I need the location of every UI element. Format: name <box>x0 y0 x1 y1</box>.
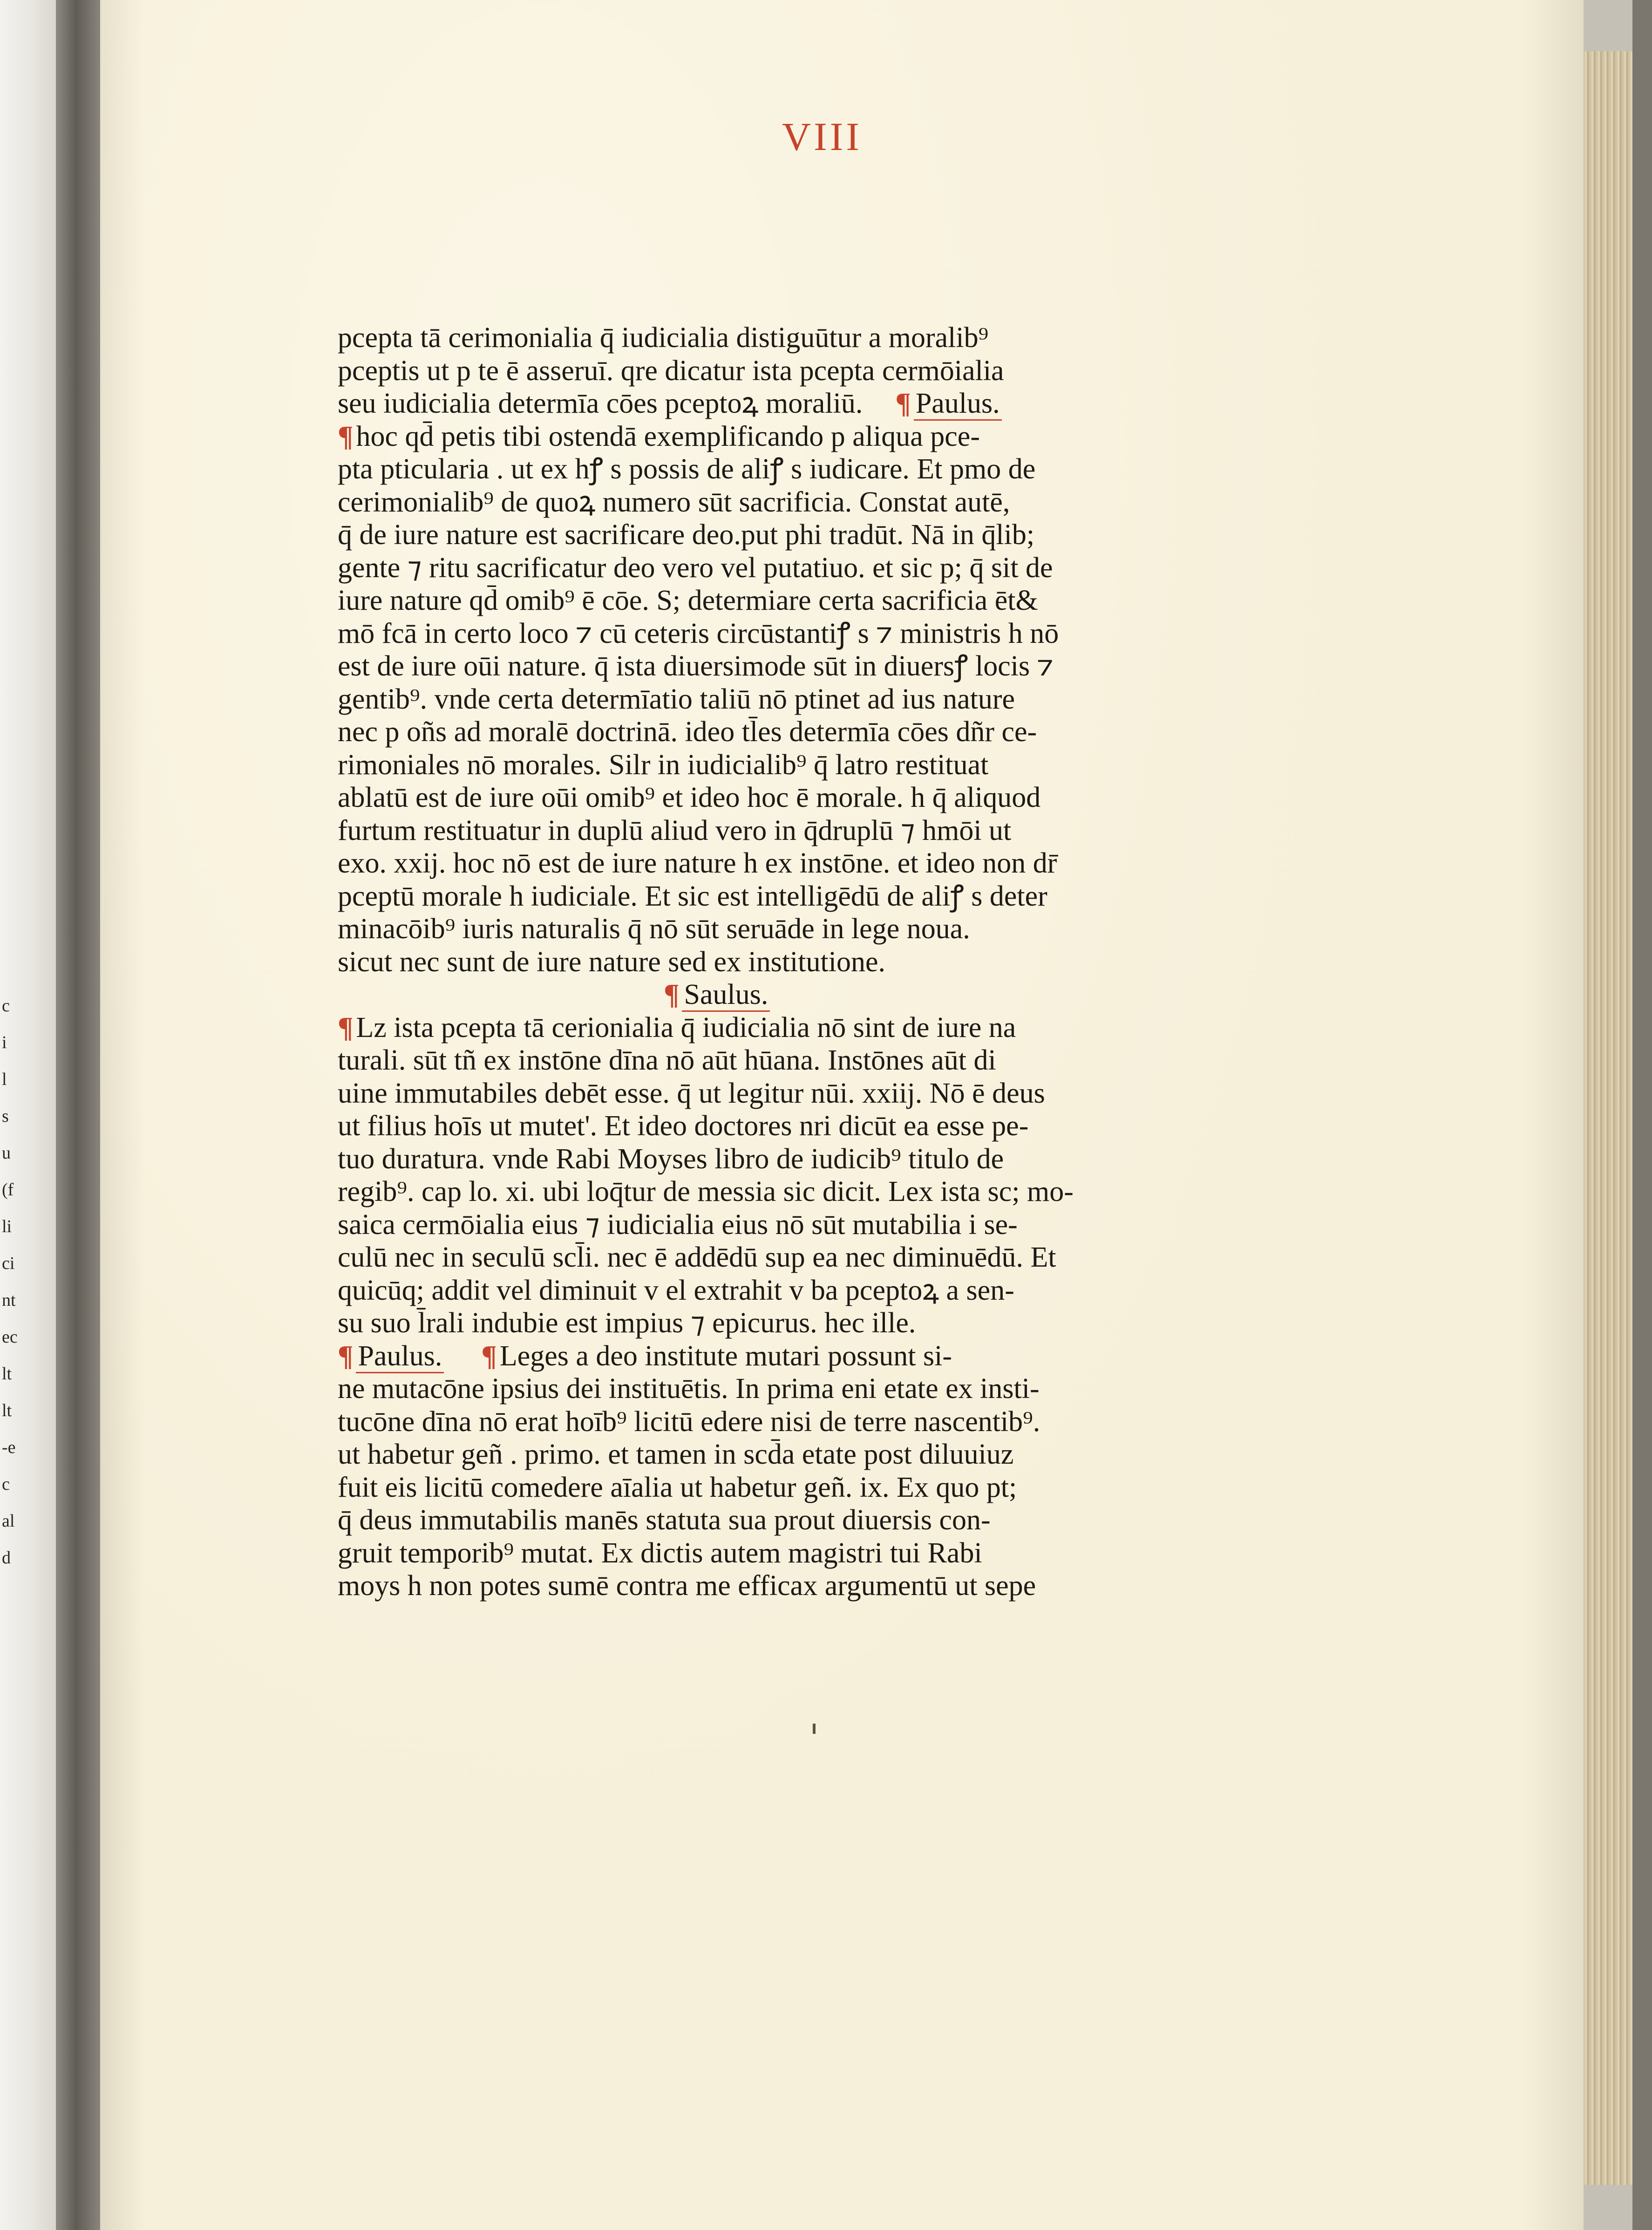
text-line <box>338 453 1035 485</box>
fragment: lt <box>2 1401 12 1420</box>
line-text: Leges a deo institute mutari possunt si- <box>499 1340 952 1372</box>
text-line <box>338 1044 996 1077</box>
line-text: cerimonialib⁹ de quoꝝ numero sūt sacrificia. Constat autē, <box>338 486 1010 518</box>
text-line <box>338 946 885 978</box>
line-text: pcepta tā cerimonialia q̄ iudicialia distiguūtur a moralib⁹ <box>338 322 989 354</box>
ink-speck <box>813 1724 816 1734</box>
fragment: nt <box>2 1290 16 1310</box>
line-text: iure nature qd̄ omib⁹ ē cōe. S; determiare certa sacrificia ēt& <box>338 585 1038 616</box>
facing-page-fragments <box>2 988 18 1576</box>
fragment: d <box>2 1548 11 1568</box>
text-line <box>338 650 1054 682</box>
text-line <box>338 486 1010 518</box>
text-line <box>338 518 1034 551</box>
fragment: -e <box>2 1438 16 1457</box>
text-line <box>338 749 988 781</box>
line-text: Lz ista pcepta tā cerionialia q̄ iudicialia nō sint de iure na <box>356 1012 1016 1043</box>
line-text: ut habetur geñ . primo. et tamen in scd̄a etate post diluuiuz <box>338 1439 1014 1470</box>
paragraph-mark-icon: ¶ <box>481 1340 497 1372</box>
fragment: i <box>2 1033 7 1052</box>
fragment: c <box>2 996 10 1016</box>
paragraph-mark-icon: ¶ <box>338 1012 354 1043</box>
text-line <box>338 716 1037 748</box>
paragraph-mark-icon: ¶ <box>664 979 680 1010</box>
line-text: sicut nec sunt de iure nature sed ex institutione. <box>338 946 885 978</box>
line-text: seu iudicialia determīa cōes pceptoꝝ moraliū. <box>338 388 863 419</box>
paragraph-mark-icon: ¶ <box>895 388 911 419</box>
fragment: ec <box>2 1327 18 1347</box>
text-line <box>338 1011 1016 1044</box>
speaker-label: Paulus. <box>356 1340 444 1373</box>
text-line <box>338 1110 1028 1142</box>
fragment: lt <box>2 1364 12 1384</box>
text-line <box>664 978 770 1011</box>
fragment: (f <box>2 1180 14 1200</box>
fragment: al <box>2 1511 15 1531</box>
text-line <box>338 1175 1074 1208</box>
facing-page <box>0 0 56 2230</box>
text-line <box>338 617 1059 650</box>
line-text: est de iure oūi nature. q̄ ista diuersimode sūt in diuersꝭ locis ⁊ <box>338 650 1054 682</box>
line-text: pceptū morale h iudiciale. Et sic est intelligēdū de aliꝭ s deter <box>338 880 1047 912</box>
line-text: ut filius hoīs ut mutet'. Et ideo doctores nri dicūt ea esse pe- <box>338 1110 1029 1142</box>
line-text: culū nec in seculū scl̄i. nec ē addēdū sup ea nec diminuēdū. Et <box>338 1241 1056 1273</box>
text-line <box>338 387 1002 420</box>
text-line <box>338 1274 1014 1307</box>
line-text: pceptis ut p te ē asseruī. qre dicatur ista pcepta cermōialia <box>338 355 1004 387</box>
text-line <box>338 847 1057 880</box>
text-line <box>338 420 980 453</box>
text-line <box>338 913 970 945</box>
line-text: mō fcā in certo loco ⁊ cū ceteris circūstantiꝭ s ⁊ ministris h nō <box>338 618 1059 649</box>
binding-gutter <box>56 0 100 2230</box>
line-text: ablatū est de iure oūi omib⁹ et ideo hoc ē morale. h q̄ aliquod <box>338 782 1041 813</box>
line-text: tucōne dīna nō erat hoīb⁹ licitū edere nisi de terre nascentib⁹. <box>338 1406 1040 1438</box>
line-text: gente ⁊ ritu sacrificatur deo vero vel putatiuo. et sic p; q̄ sit de <box>338 552 1053 584</box>
text-line <box>338 1471 1017 1504</box>
line-text: saica cermōialia eius ⁊ iudicialia eius nō sūt mutabilia i se- <box>338 1209 1018 1241</box>
text-line <box>338 1372 1040 1405</box>
text-line <box>338 1438 1013 1471</box>
fore-edge-shadow <box>1632 0 1652 2230</box>
text-line <box>338 1537 982 1569</box>
text-line <box>338 584 1038 617</box>
text-line <box>338 1241 1056 1274</box>
fragment: li <box>2 1217 12 1236</box>
fragment: l <box>2 1070 7 1089</box>
line-text: gentib⁹. vnde certa determīatio taliū nō ptinet ad ius nature <box>338 683 1015 715</box>
line-text: pta pticularia . ut ex hꝭ s possis de aliꝭ s iudicare. Et pmo de <box>338 453 1036 485</box>
line-text: gruit temporib⁹ mutat. Ex dictis autem magistri tui Rabi <box>338 1537 982 1569</box>
line-text: fuit eis licitū comedere aīalia ut habetur geñ. ix. Ex quo pt; <box>338 1472 1017 1503</box>
line-text: exo. xxij. hoc nō est de iure nature h ex instōne. et ideo non dr̄ <box>338 847 1057 879</box>
text-line <box>338 1077 1045 1110</box>
line-text: turali. sūt tñ ex instōne dīna nō aūt hūana. Instōnes aūt di <box>338 1044 996 1076</box>
text-line <box>338 1405 1040 1438</box>
line-text: regib⁹. cap lo. xi. ubi loq̄tur de messia sic dicit. Lex ista sc; mo- <box>338 1176 1074 1207</box>
paragraph-mark-icon: ¶ <box>338 421 354 452</box>
text-line <box>338 1340 952 1372</box>
text-line <box>338 1504 991 1536</box>
text-line <box>338 781 1040 814</box>
fragment: c <box>2 1474 10 1494</box>
line-text: su suo l̄rali indubie est impius ⁊ epicurus. hec ille. <box>338 1307 916 1339</box>
line-text: minacōib⁹ iuris naturalis q̄ nō sūt seruāde in lege noua. <box>338 913 970 945</box>
line-text: q̄ de iure nature est sacrificare deo.put phi tradūt. Nā in q̄lib; <box>338 519 1035 551</box>
folio-number: VIII <box>782 114 863 159</box>
text-line <box>338 683 1015 716</box>
text-line <box>338 1208 1018 1241</box>
fragment: ci <box>2 1254 15 1273</box>
line-text: hoc qd̄ petis tibi ostendā exemplificando p aliqua pce- <box>356 421 980 452</box>
text-line <box>338 552 1053 584</box>
line-text: moys h non potes sumē contra me efficax argumentū ut sepe <box>338 1570 1036 1602</box>
speaker-label: Paulus. <box>914 388 1002 421</box>
line-text: rimoniales nō morales. Silr in iudicialib⁹ q̄ latro restituat <box>338 749 989 781</box>
line-text: tuo duratura. vnde Rabi Moyses libro de iudicib⁹ titulo de <box>338 1143 1004 1175</box>
text-line <box>338 355 1004 387</box>
line-text: ne mutacōne ipsius dei instituētis. In prima eni etate ex insti- <box>338 1373 1040 1405</box>
fragment: u <box>2 1143 11 1163</box>
line-text: q̄ deus immutabilis manēs statuta sua prout diuersis con- <box>338 1504 991 1536</box>
text-line <box>338 880 1047 913</box>
line-text: quicūq; addit vel diminuit v el extrahit v ba pceptoꝝ a sen- <box>338 1275 1014 1306</box>
page-fore-edge <box>1584 51 1632 2185</box>
paragraph-mark-icon: ¶ <box>338 1340 354 1372</box>
text-line <box>338 814 1011 847</box>
text-line <box>338 1307 916 1339</box>
line-text: furtum restituatur in duplū aliud vero in q̄druplū ⁊ hmōi ut <box>338 815 1012 846</box>
text-line <box>338 1569 1036 1602</box>
text-line <box>338 321 988 354</box>
fragment: s <box>2 1106 9 1126</box>
line-text: uine immutabiles debēt esse. q̄ ut legitur nūi. xxiij. Nō ē deus <box>338 1077 1045 1109</box>
line-text: nec p oñs ad moralē doctrinā. ideo tl̄es determīa cōes dñr ce- <box>338 716 1037 748</box>
text-line <box>338 1143 1004 1175</box>
speaker-label: Saulus. <box>682 979 770 1012</box>
